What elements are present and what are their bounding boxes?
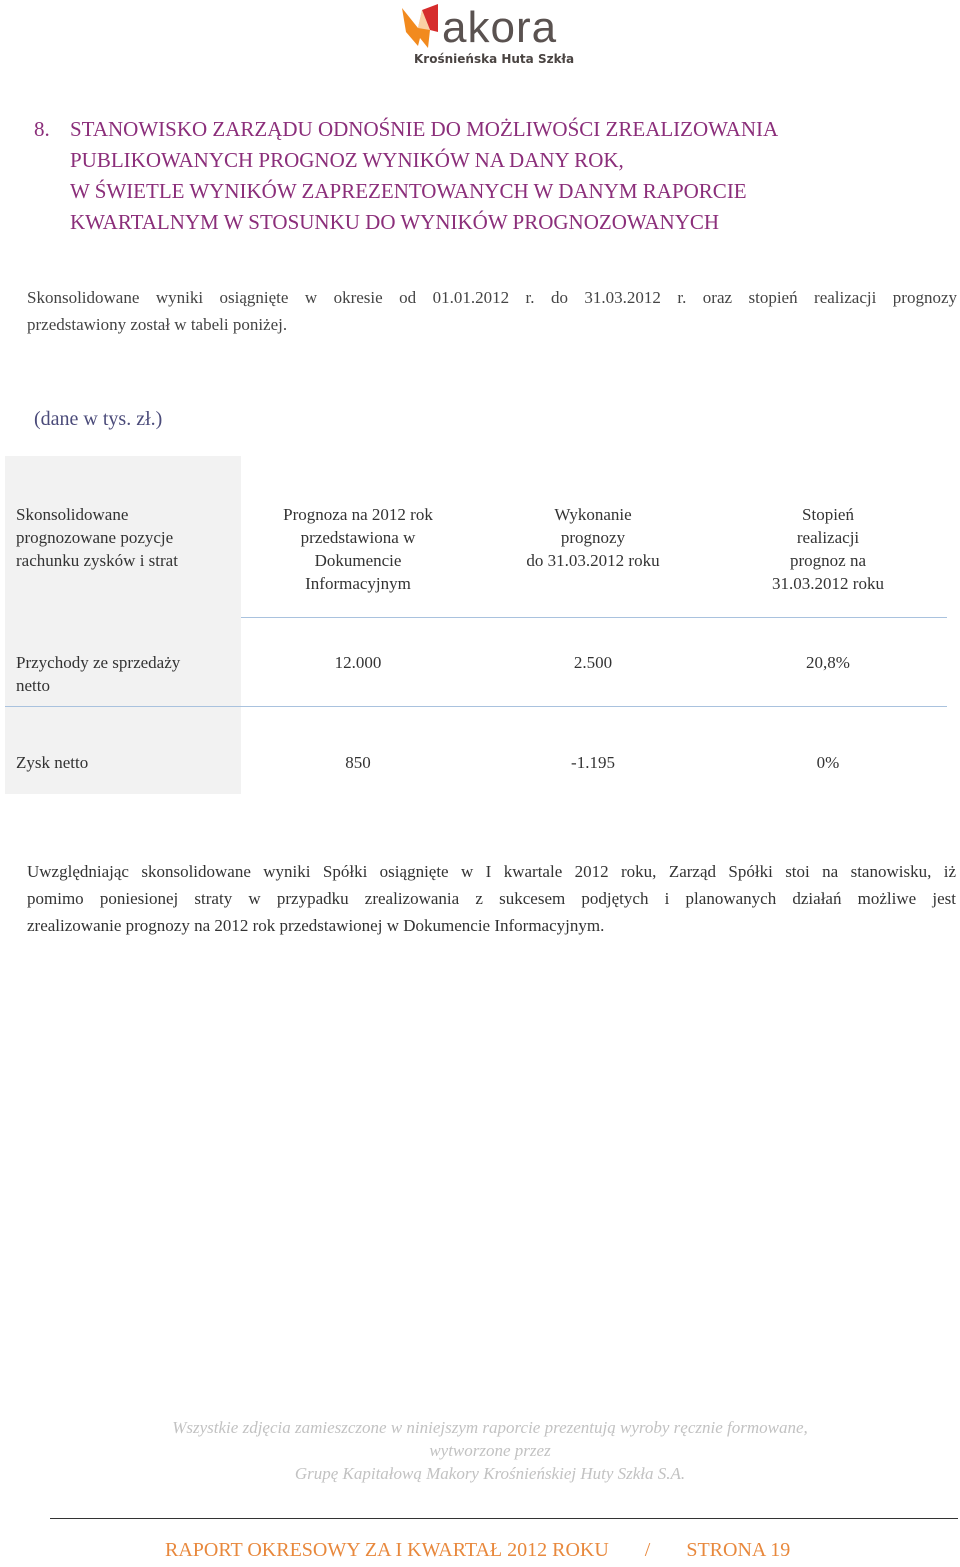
disclaimer-line: Wszystkie zdjęcia zamieszczone w niniejszym raporcie prezentują wyroby ręcznie formowane, wytworzone przez [172, 1418, 808, 1460]
intro-line: przedstawiony został w tabeli poniżej. [27, 315, 288, 334]
footer-report-title: RAPORT OKRESOWY ZA I KWARTAŁ 2012 ROKU [165, 1539, 609, 1561]
table-row-divider [241, 617, 947, 618]
header-text: prognoz na [789, 551, 866, 570]
header-text: prognozy [560, 528, 626, 547]
header-text: Stopień [802, 505, 854, 524]
header-text: prognozowane pozycje [16, 528, 174, 547]
table-header-cell [718, 503, 938, 595]
unit-note: (dane w tys. zł.) [34, 408, 163, 430]
section-number: 8. [34, 117, 50, 141]
header-text: Wykonanie [554, 505, 632, 524]
section-title-line: STANOWISKO ZARZĄDU ODNOŚNIE DO MOŻLIWOŚCI ZREALIZOWANIA [70, 117, 779, 141]
header-text: Informacyjnym [305, 574, 411, 593]
table-row-divider [5, 706, 947, 707]
row-label-text: Zysk netto [16, 753, 89, 772]
section-title-line: PUBLIKOWANYCH PROGNOZ WYNIKÓW NA DANY ROK, [70, 148, 624, 172]
header-text: realizacji [796, 528, 860, 547]
page-footer [165, 1539, 790, 1562]
forecast-table [5, 456, 947, 794]
table-cell-forecast: 850 [345, 753, 371, 772]
table-cell-ratio: 20,8% [806, 653, 850, 672]
intro-line: Skonsolidowane wyniki osiągnięte w okresie od 01.01.2012 r. do 31.03.2012 r. oraz stopień realizacji prognozy [27, 288, 957, 307]
row-label-text: netto [16, 676, 50, 695]
conclusion-line: zrealizowanie prognozy na 2012 rok przedstawionej w Dokumencie Informacyjnym. [27, 916, 605, 935]
table-cell-actual: 2.500 [573, 653, 613, 672]
header-text: Skonsolidowane [16, 505, 129, 524]
header-text: 31.03.2012 roku [772, 574, 884, 593]
company-logo [398, 2, 588, 68]
table-header-cell [483, 503, 703, 572]
disclaimer-line: Grupę Kapitałową Makory Krośnieńskiej Huty Szkła S.A. [294, 1464, 686, 1483]
header-text: rachunku zysków i strat [16, 551, 178, 570]
section-title-line: W ŚWIETLE WYNIKÓW ZAPREZENTOWANYCH W DANYM RAPORCIE [70, 179, 747, 203]
header-text: do 31.03.2012 roku [526, 551, 660, 570]
table-cell-ratio: 0% [816, 753, 840, 772]
table-cell-forecast: 12.000 [334, 653, 382, 672]
photo-disclaimer [130, 1416, 850, 1485]
conclusion-line: Uwzględniając skonsolidowane wyniki Spółki osiągnięte w I kwartale 2012 roku, Zarząd Spółki stoi na stanowisku, iż [27, 862, 956, 881]
conclusion-line: pomimo poniesionej straty w przypadku zrealizowania z sukcesem podjętych i planowanych działań możliwe jest [27, 889, 956, 908]
footer-divider [50, 1518, 958, 1519]
table-row-label [16, 651, 236, 697]
logo-wordmark: akora [442, 3, 558, 52]
footer-separator: / [644, 1539, 651, 1561]
table-cell-actual: -1.195 [571, 753, 615, 772]
table-header-cell [248, 503, 468, 595]
row-label-text: Przychody ze sprzedaży [16, 653, 181, 672]
header-text: przedstawiona w [300, 528, 416, 547]
table-header-cell [16, 503, 236, 572]
logo-tagline: Krośnieńska Huta Szkła [414, 52, 575, 66]
header-text: Dokumencie [314, 551, 402, 570]
header-text: Prognoza na 2012 rok [283, 505, 433, 524]
section-title [70, 114, 910, 238]
table-row-label [16, 751, 236, 774]
section-title-line: KWARTALNYM W STOSUNKU DO WYNIKÓW PROGNOZOWANYCH [70, 210, 720, 234]
intro-paragraph [27, 284, 957, 338]
conclusion-paragraph [27, 858, 956, 939]
footer-page-number: STRONA 19 [686, 1539, 791, 1561]
